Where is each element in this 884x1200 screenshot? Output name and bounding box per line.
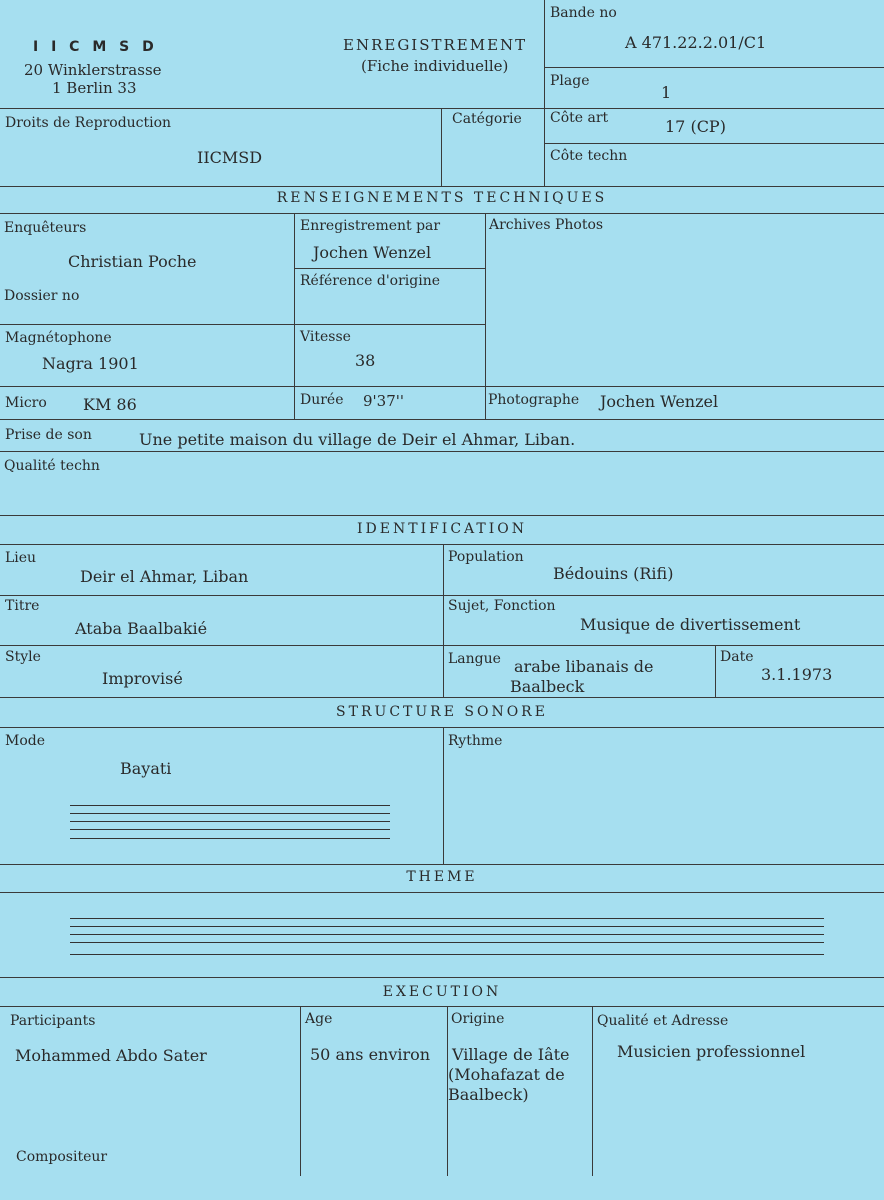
divider <box>0 1006 884 1007</box>
prise-de-son-label: Prise de son <box>5 427 92 443</box>
divider <box>0 324 485 325</box>
section-heading-technique: RENSEIGNEMENTS TECHNIQUES <box>276 190 608 206</box>
bande-value: A 471.22.2.01/C1 <box>625 33 767 52</box>
age-label: Age <box>305 1011 333 1027</box>
titre-label: Titre <box>5 598 40 614</box>
magnetophone-label: Magnétophone <box>5 330 112 346</box>
enregistrement-par-value: Jochen Wenzel <box>313 243 432 262</box>
style-label: Style <box>5 649 41 665</box>
divider <box>544 67 884 68</box>
divider <box>0 451 884 452</box>
divider <box>443 727 444 864</box>
divider <box>441 108 442 186</box>
divider <box>300 1006 301 1176</box>
lieu-value: Deir el Ahmar, Liban <box>80 567 249 586</box>
divider <box>715 645 716 697</box>
prise-de-son-value: Une petite maison du village de Deir el Ahmar, Liban. <box>139 430 576 449</box>
micro-value: KM 86 <box>83 395 137 414</box>
titre-value: Ataba Baalbakié <box>75 619 208 638</box>
mode-label: Mode <box>5 733 46 749</box>
divider <box>0 213 884 214</box>
divider <box>0 892 884 893</box>
section-heading-identification: IDENTIFICATION <box>357 521 527 537</box>
org-address-street: 20 Winklerstrasse <box>24 61 162 79</box>
categorie-label: Catégorie <box>452 111 522 127</box>
sujet-fonction-value: Musique de divertissement <box>580 615 801 634</box>
divider <box>592 1006 593 1176</box>
divider <box>0 864 884 865</box>
cote-art-value: 17 (CP) <box>665 117 726 136</box>
divider <box>0 186 884 187</box>
qualite-techn-label: Qualité techn <box>4 458 100 474</box>
plage-label: Plage <box>550 73 590 89</box>
plage-value: 1 <box>661 83 672 102</box>
vitesse-value: 38 <box>355 351 376 370</box>
divider <box>0 645 884 646</box>
divider <box>0 515 884 516</box>
form-title: ENREGISTREMENT <box>343 36 528 54</box>
section-heading-theme: THEME <box>406 869 478 885</box>
org-name: I I C M S D <box>33 39 158 55</box>
vitesse-label: Vitesse <box>300 329 351 345</box>
population-value: Bédouins (Rifi) <box>553 564 674 583</box>
divider <box>0 727 884 728</box>
bande-label: Bande no <box>550 5 617 21</box>
style-value: Improvisé <box>102 669 183 688</box>
mode-value: Bayati <box>120 759 172 778</box>
divider <box>0 544 884 545</box>
divider <box>0 386 884 387</box>
origine-value: (Mohafazat de <box>448 1065 565 1084</box>
micro-label: Micro <box>5 395 47 411</box>
lieu-label: Lieu <box>5 550 37 566</box>
divider <box>443 544 444 697</box>
date-label: Date <box>720 649 754 665</box>
enqueteurs-value: Christian Poche <box>68 252 197 271</box>
divider <box>0 977 884 978</box>
droits-label: Droits de Reproduction <box>5 115 172 131</box>
form-subtitle: (Fiche individuelle) <box>361 57 509 75</box>
dossier-label: Dossier no <box>4 288 80 304</box>
qualite-adresse-value: Musicien professionnel <box>617 1042 806 1061</box>
magnetophone-value: Nagra 1901 <box>42 354 139 373</box>
rythme-label: Rythme <box>448 733 503 749</box>
population-label: Population <box>448 549 524 565</box>
origine-value: Village de Iâte <box>452 1045 570 1064</box>
divider <box>544 0 545 186</box>
enqueteurs-label: Enquêteurs <box>4 220 87 236</box>
langue-value: Baalbeck <box>510 677 585 696</box>
cote-techn-label: Côte techn <box>550 148 628 164</box>
enregistrement-par-label: Enregistrement par <box>300 218 441 234</box>
duree-value: 9'37'' <box>363 392 405 410</box>
origine-value: Baalbeck) <box>448 1085 529 1104</box>
divider <box>0 419 884 420</box>
sujet-fonction-label: Sujet, Fonction <box>448 598 556 614</box>
date-value: 3.1.1973 <box>761 665 833 684</box>
divider <box>544 143 884 144</box>
qualite-adresse-label: Qualité et Adresse <box>597 1013 729 1029</box>
droits-value: IICMSD <box>197 148 263 167</box>
divider <box>0 697 884 698</box>
langue-label: Langue <box>448 651 501 667</box>
section-heading-structure: STRUCTURE SONORE <box>336 704 548 720</box>
photographe-label: Photographe <box>488 392 580 408</box>
duree-label: Durée <box>300 392 344 408</box>
section-heading-execution: EXECUTION <box>382 984 502 1000</box>
photographe-value: Jochen Wenzel <box>600 392 719 411</box>
divider <box>0 108 884 109</box>
reference-origine-label: Référence d'origine <box>300 273 441 289</box>
archives-photos-label: Archives Photos <box>489 217 604 233</box>
participants-label: Participants <box>10 1013 96 1029</box>
age-value: 50 ans environ <box>310 1045 431 1064</box>
divider <box>294 268 485 269</box>
org-address-city: 1 Berlin 33 <box>52 79 137 97</box>
langue-value: arabe libanais de <box>514 657 654 676</box>
divider <box>0 595 884 596</box>
divider <box>294 213 295 419</box>
compositeur-label: Compositeur <box>16 1149 108 1165</box>
divider <box>485 213 486 419</box>
cote-art-label: Côte art <box>550 110 609 126</box>
origine-label: Origine <box>451 1011 505 1027</box>
participants-value: Mohammed Abdo Sater <box>15 1046 207 1065</box>
